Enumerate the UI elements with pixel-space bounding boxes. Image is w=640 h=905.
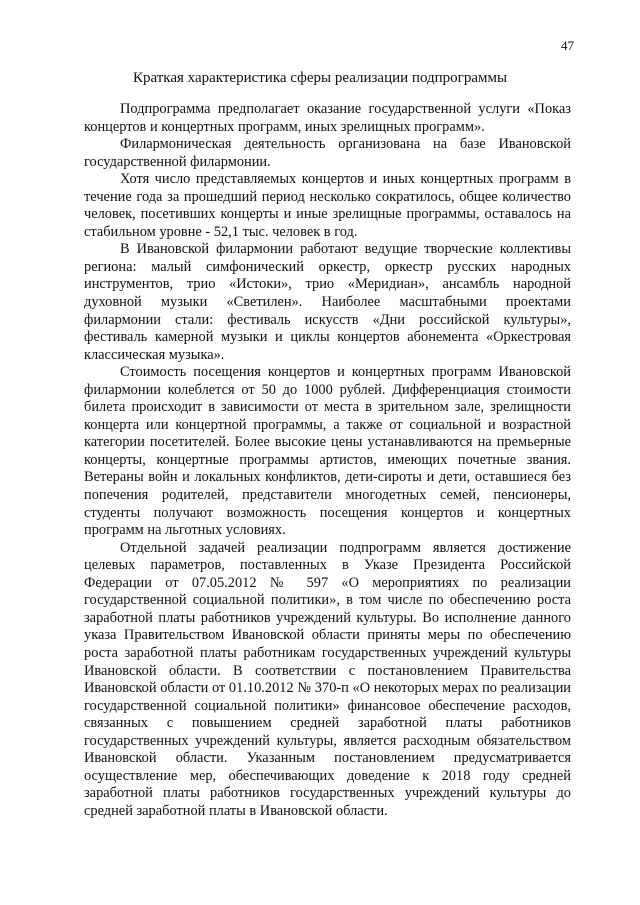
paragraph-ticket-prices: Стоимость посещения концертов и концертных программ Ивановской филармонии колеблется от 50 до 1000 рублей. Дифференциация стоимости билета происходит в зависимости от места в зрительном зале, зрелищности концерта или концертной программы, а также от социальной и возрастной категории посетителей. Более высокие цены устанавливаются на премьерные концерты, концертные программы артистов, имеющих почетные звания. Ветераны войн и локальных конфликтов, дети-сироты и дети, оставшиеся без попечения родителей, представители многодетных семей, пенсионеры, студенты получают возможность посещения концертов и концертных программ на льготных условиях. <box>84 364 571 539</box>
paragraph-service-description: Подпрограмма предполагает оказание государственной услуги «Показ концертов и концертных программ, иных зрелищных программ». <box>84 101 571 135</box>
paragraph-ensembles: В Ивановской филармонии работают ведущие творческие коллективы региона: малый симфонический оркестр, оркестр русских народных инструментов, трио «Истоки», трио «Меридиан», ансамбль народной духовной музыки «Светилен». Наиболее масштабными проектами филармонии стали: фестиваль искусств «Дни российской культуры», фестиваль камерной музыки и циклы концертов абонемента «Оркестровая классическая музыка». <box>84 241 571 363</box>
page-number: 47 <box>561 38 574 53</box>
body-text <box>84 101 571 820</box>
paragraph-philharmonic-base: Филармоническая деятельность организована на базе Ивановской государственной филармонии. <box>84 136 571 170</box>
paragraph-salary-targets: Отдельной задачей реализации подпрограмм является достижение целевых параметров, поставленных в Указе Президента Российской Федерации от 07.05.2012 № 597 «О мероприятиях по реализации государственной социальной политики», в том числе по обеспечению роста заработной платы работников учреждений культуры. Во исполнение данного указа Правительством Ивановской области приняты меры по обеспечению роста заработной платы работникам государственных учреждений культуры Ивановской области. В соответствии с постановлением Правительства Ивановской области от 01.10.2012 № 370-п «О некоторых мерах по реализации государственной социальной политики» финансовое обеспечение расходов, связанных с повышением средней заработной платы работников государственных учреждений культуры, является расходным обязательством Ивановской области. Указанным постановлением предусматривается осуществление мер, обеспечивающих доведение к 2018 году средней заработной платы работников государственных учреждений культуры до средней заработной платы в Ивановской области. <box>84 539 571 819</box>
section-title: Краткая характеристика сферы реализации подпрограммы <box>132 70 508 86</box>
paragraph-attendance: Хотя число представляемых концертов и иных концертных программ в течение года за прошедший период несколько сократилось, общее количество человек, посетивших концерты и иные зрелищные программы, оставалось на стабильном уровне - 52,1 тыс. человек в год. <box>84 171 571 240</box>
